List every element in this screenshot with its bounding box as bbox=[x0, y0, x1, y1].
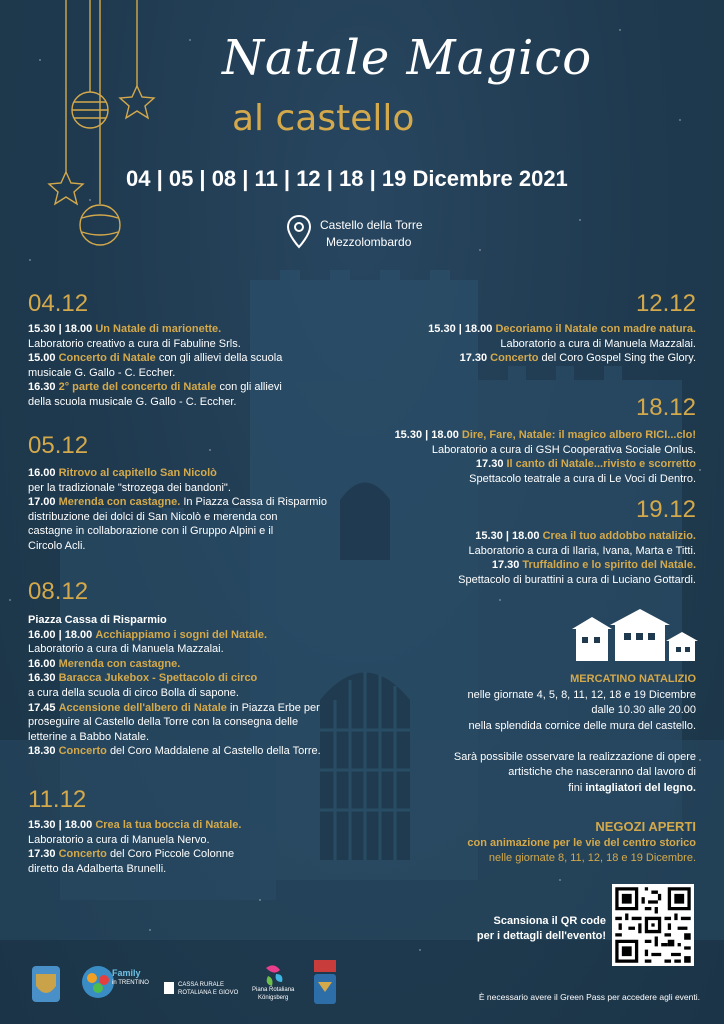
day-heading-1812: 18.12 bbox=[635, 394, 696, 421]
map-pin-icon bbox=[286, 214, 312, 250]
municipality-crest-logo bbox=[32, 966, 60, 1002]
star-ornament-icon bbox=[120, 86, 154, 118]
day-heading-0512: 05.12 bbox=[28, 432, 89, 459]
schedule-1812: 15.30 | 18.00 Dire, Fare, Natale: il magico albero RICI...clo! Laboratorio a cura di GSH Cooperativa Sociale Onlus. 17.30 Il canto di Natale...rivisto e scorretto Spettacolo teatrale a cura di Le Voci di Dentro. bbox=[394, 429, 696, 485]
schedule-0412: 15.30 | 18.00 Un Natale di marionette. Laboratorio creativo a cura di Fabuline Srls. 15.00 Concerto di Natale con gli allievi della scuola musicale G. Gallo - C. Eccher. 16.30 2° parte del concerto di Natale con gli allievi della scuola musicale G. Gallo - C. Eccher. bbox=[28, 323, 283, 408]
schedule-1912: 15.30 | 18.00 Crea il tuo addobbo natalizio. Laboratorio a cura di Ilaria, Ivana, Marta e Titti. 17.30 Truffaldino e lo spirito del Natale. Spettacolo di burattini a cura di Luciano Gottardi. bbox=[458, 530, 696, 586]
schedule-0512: 16.00 Ritrovo al capitello San Nicolò per la tradizionale "strozega dei bandoni". 17.00 Merenda con castagne. In Piazza Cassa di Risparmio distribuzione dei dolci di San Nicolò e merenda con castagne in collaborazione con il Gruppo Alpini e il Circolo Acli. bbox=[28, 467, 327, 552]
ornaments-decoration bbox=[0, 0, 200, 260]
schedule-1112: 15.30 | 18.00 Crea la tua boccia di Natale. Laboratorio a cura di Manuela Nervo. 17.30 Concerto del Coro Piccole Colonne diretto da Adalberta Brunelli. bbox=[28, 819, 242, 875]
star-ornament-icon bbox=[49, 172, 83, 204]
poster-title: Natale Magico bbox=[222, 30, 593, 86]
negozi-block: NEGOZI APERTI con animazione per le vie del centro storico nelle giornate 8, 11, 12, 18 e 19 Dicembre. bbox=[467, 819, 696, 864]
green-pass-note: È necessario avere il Green Pass per accedere agli eventi. bbox=[478, 992, 700, 1002]
qr-caption: Scansiona il QR code per i dettagli dell'evento! bbox=[476, 915, 606, 942]
piana-logo-text-a: Piana Rotaliana bbox=[252, 987, 295, 993]
day-heading-0812: 08.12 bbox=[28, 578, 89, 605]
day-heading-1212: 12.12 bbox=[635, 290, 696, 317]
schedule-0812: Piazza Cassa di Risparmio 16.00 | 18.00 Acchiappiamo i sogni del Natale. Laboratorio a cura di Manuela Mazzalai. 16.00 Merenda con castagne. 16.30 Baracca Jukebox - Spettacolo di circo a cura della scuola di circo Bolla di sapone. 17.45 Accensione dell'albero di Natale in Piazza Erbe per proseguire al Castello della Torre con la consegna delle letterine a Babbo Natale. 18.30 Concerto del Coro Maddalene al Castello della Torre. bbox=[28, 614, 321, 758]
houses-icon bbox=[570, 607, 700, 665]
cassa-logo-text-b: ROTALIANA E GIOVO bbox=[178, 990, 239, 996]
regional-crest-logo bbox=[314, 960, 336, 1004]
family-in-trentino-logo bbox=[82, 966, 114, 998]
location-town: Mezzolombardo bbox=[326, 235, 412, 249]
cassa-rurale-logo bbox=[164, 982, 174, 994]
piana-logo-text-b: Königsberg bbox=[258, 995, 289, 1001]
location-venue: Castello della Torre bbox=[320, 218, 423, 232]
day-heading-1912: 19.12 bbox=[635, 496, 696, 523]
mercatino-block: MERCATINO NATALIZIO nelle giornate 4, 5, 8, 11, 12, 18 e 19 Dicembre dalle 10.30 alle 20.00 nella splendida cornice delle mura del castello. Sarà possibile osservare la realizzazione di opere artistiche che nasceranno dal lavoro di fini intagliatori del legno. bbox=[453, 673, 696, 794]
qr-code[interactable] bbox=[612, 884, 694, 966]
family-logo-text: Family bbox=[112, 968, 141, 978]
poster-subtitle: al castello bbox=[232, 98, 415, 139]
schedule-1212: 15.30 | 18.00 Decoriamo il Natale con madre natura. Laboratorio a cura di Manuela Mazzalai. 17.30 Concerto del Coro Gospel Sing the Glory. bbox=[428, 323, 696, 365]
family-logo-sub: in TRENTINO bbox=[112, 980, 149, 986]
day-heading-0412: 04.12 bbox=[28, 290, 89, 317]
ball-ornament-icon bbox=[80, 205, 120, 245]
event-dates: 04 | 05 | 08 | 11 | 12 | 18 | 19 Dicembre 2021 bbox=[126, 166, 568, 191]
cassa-logo-text-a: CASSA RURALE bbox=[178, 982, 225, 988]
piana-rotaliana-logo bbox=[266, 965, 282, 986]
day-heading-1112: 11.12 bbox=[28, 786, 87, 813]
